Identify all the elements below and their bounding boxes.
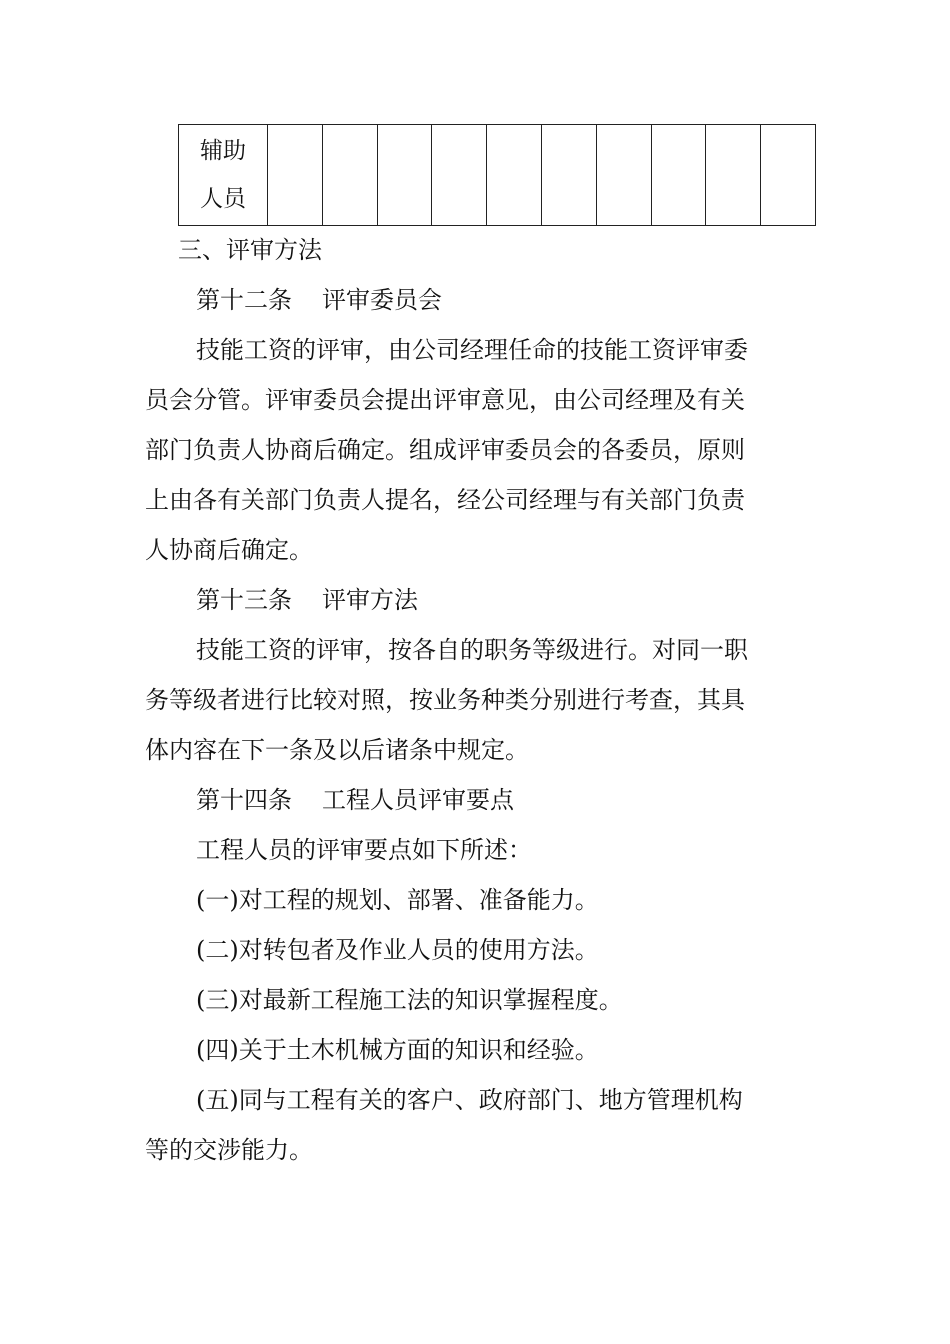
article-title: 评审委员会: [322, 286, 442, 314]
article-number: 第十二条: [196, 286, 292, 314]
paragraph-line: 员会分管。评审委员会提出评审意见，由公司经理及有关: [145, 386, 745, 414]
article-number: 第十四条: [196, 786, 292, 814]
paragraph-line: 部门负责人协商后确定。组成评审委员会的各委员，原则: [145, 436, 745, 464]
table-cell: [377, 125, 432, 226]
paragraph-line: 人协商后确定。: [145, 536, 313, 564]
table-cell: [596, 125, 651, 226]
table-cell: [268, 125, 323, 226]
paragraph-line: 技能工资的评审，按各自的职务等级进行。对同一职: [196, 636, 748, 664]
paragraph-line: 技能工资的评审，由公司经理任命的技能工资评审委: [196, 336, 748, 364]
table-row: [179, 125, 816, 226]
staff-grade-table: [178, 124, 816, 226]
article-title: 评审方法: [322, 586, 418, 614]
table-cell: [706, 125, 761, 226]
row-label-line2: 人员: [200, 186, 246, 212]
article-number: 第十三条: [196, 586, 292, 614]
table-cell: [651, 125, 706, 226]
paragraph-line: 上由各有关部门负责人提名，经公司经理与有关部门负责: [145, 486, 745, 514]
article-14-heading: [196, 784, 514, 816]
paragraph-line: 体内容在下一条及以后诸条中规定。: [145, 736, 529, 764]
paragraph-intro: 工程人员的评审要点如下所述：: [196, 836, 532, 864]
row-label-cell: [179, 125, 268, 226]
section-heading: 三、评审方法: [178, 236, 322, 264]
article-13-heading: [196, 584, 418, 616]
article-title: 工程人员评审要点: [322, 786, 514, 814]
paragraph-line: 务等级者进行比较对照，按业务种类分别进行考查，其具: [145, 686, 745, 714]
table-cell: [487, 125, 542, 226]
list-item-continuation: 等的交涉能力。: [145, 1136, 313, 1164]
table-cell: [322, 125, 377, 226]
list-item: (一)对工程的规划、部署、准备能力。: [196, 886, 599, 914]
table-cell: [761, 125, 816, 226]
list-item: (三)对最新工程施工法的知识掌握程度。: [196, 986, 623, 1014]
list-item: (二)对转包者及作业人员的使用方法。: [196, 936, 599, 964]
table-cell: [432, 125, 487, 226]
list-item: (四)关于土木机械方面的知识和经验。: [196, 1036, 599, 1064]
list-item: (五)同与工程有关的客户、政府部门、地方管理机构: [196, 1086, 743, 1114]
article-12-heading: [196, 284, 442, 316]
row-label-line1: 辅助: [200, 138, 246, 164]
table-cell: [541, 125, 596, 226]
